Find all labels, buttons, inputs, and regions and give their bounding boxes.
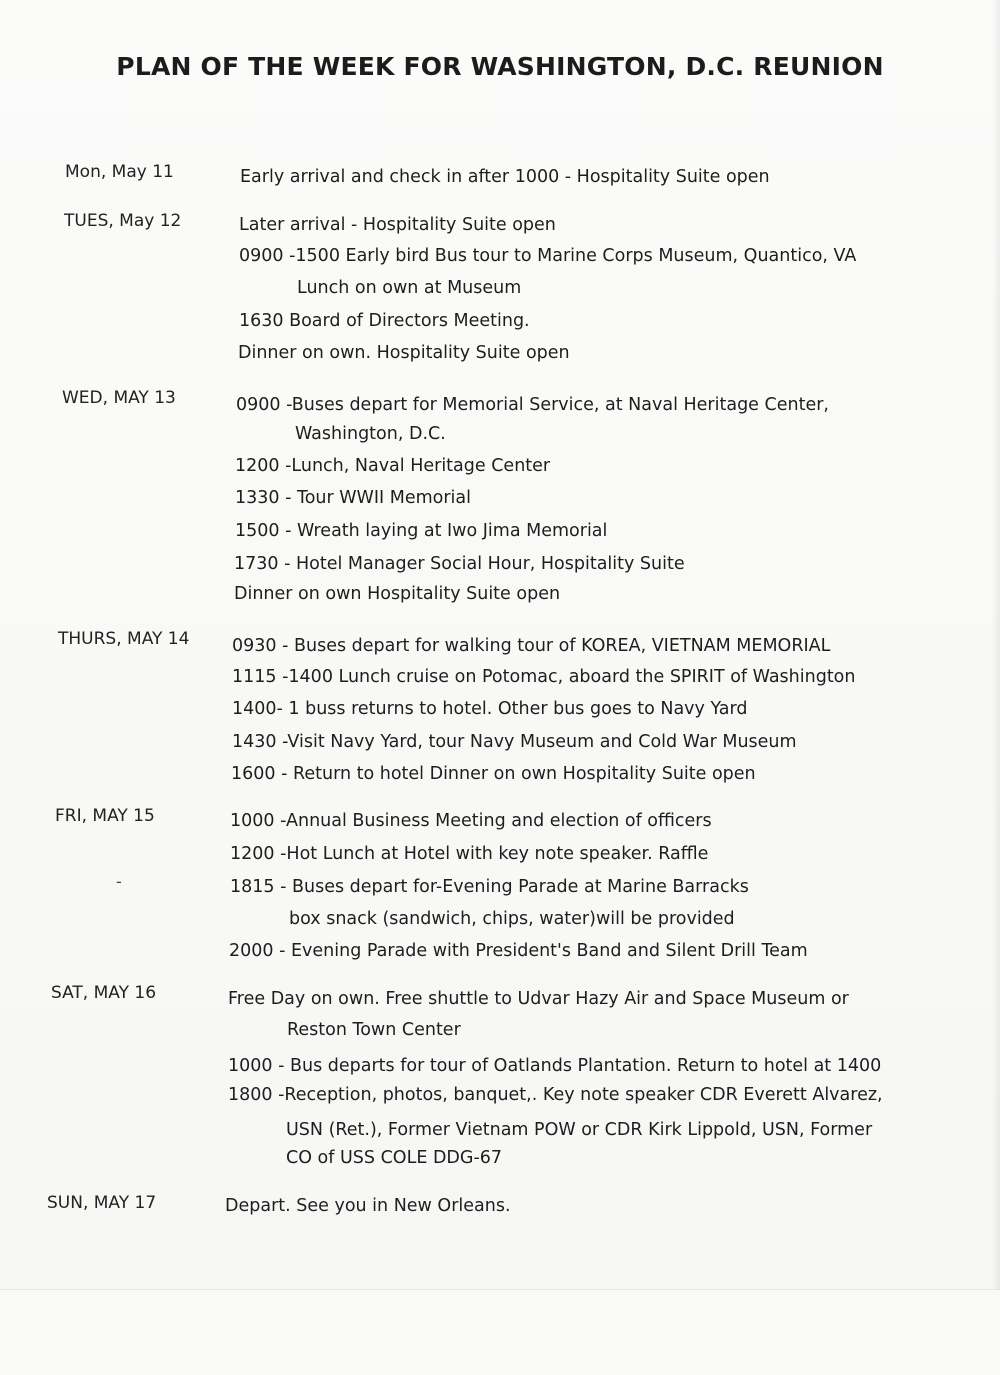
schedule-line: Free Day on own. Free shuttle to Udvar Hazy Air and Space Museum or [228,989,849,1009]
day-label-fri: FRI, MAY 15 [55,806,155,826]
schedule-line: box snack (sandwich, chips, water)will be provided [289,909,735,929]
schedule-line: CO of USS COLE DDG-67 [286,1148,503,1168]
schedule-line: 2000 - Evening Parade with President's Band and Silent Drill Team [229,941,808,961]
schedule-line: Depart. See you in New Orleans. [225,1196,511,1216]
schedule-line: USN (Ret.), Former Vietnam POW or CDR Kirk Lippold, USN, Former [286,1120,873,1140]
schedule-line: 1000 - Bus departs for tour of Oatlands Plantation. Return to hotel at 1400 [228,1056,882,1076]
schedule-line: Washington, D.C. [295,424,446,444]
schedule-line: 1430 -Visit Navy Yard, tour Navy Museum and Cold War Museum [232,732,797,752]
day-label-sat: SAT, MAY 16 [51,983,157,1003]
page-bottom-band [0,1289,1000,1375]
day-label-tues: TUES, May 12 [64,211,182,231]
schedule-line: 0900 -1500 Early bird Bus tour to Marine Corps Museum, Quantico, VA [239,246,857,266]
day-label-sun: SUN, MAY 17 [47,1193,157,1213]
schedule-line: 1800 -Reception, photos, banquet,. Key note speaker CDR Everett Alvarez, [228,1085,883,1105]
schedule-line: 1330 - Tour WWII Memorial [235,488,472,508]
stray-dash-mark: - [116,872,122,891]
schedule-line: Dinner on own Hospitality Suite open [234,584,561,604]
schedule-line: Reston Town Center [287,1020,461,1040]
schedule-line: 1400- 1 buss returns to hotel. Other bus goes to Navy Yard [232,699,748,719]
page-edge-shadow [992,0,1000,1375]
schedule-line: 1200 -Lunch, Naval Heritage Center [235,456,551,476]
schedule-line: 1200 -Hot Lunch at Hotel with key note speaker. Raffle [230,844,709,864]
schedule-line: 0930 - Buses depart for walking tour of KOREA, VIETNAM MEMORIAL [232,636,831,656]
schedule-line: 1500 - Wreath laying at Iwo Jima Memorial [235,521,608,541]
schedule-line: Later arrival - Hospitality Suite open [239,215,556,235]
day-label-thurs: THURS, MAY 14 [58,629,190,649]
day-label-mon: Mon, May 11 [65,162,174,182]
schedule-line: 1815 - Buses depart for-Evening Parade at Marine Barracks [230,877,749,897]
schedule-line: Early arrival and check in after 1000 - Hospitality Suite open [240,167,770,187]
schedule-line: 1600 - Return to hotel Dinner on own Hospitality Suite open [231,764,756,784]
schedule-line: 1730 - Hotel Manager Social Hour, Hospitality Suite [234,554,685,574]
schedule-line: 1630 Board of Directors Meeting. [239,311,530,331]
schedule-line: 1115 -1400 Lunch cruise on Potomac, aboard the SPIRIT of Washington [232,667,856,687]
day-label-wed: WED, MAY 13 [62,388,176,408]
schedule-line: Dinner on own. Hospitality Suite open [238,343,570,363]
schedule-line: 0900 -Buses depart for Memorial Service, at Naval Heritage Center, [236,395,829,415]
schedule-line: Lunch on own at Museum [297,278,522,298]
page-title: PLAN OF THE WEEK FOR WASHINGTON, D.C. REUNION [116,52,884,81]
schedule-line: 1000 -Annual Business Meeting and election of officers [230,811,712,831]
